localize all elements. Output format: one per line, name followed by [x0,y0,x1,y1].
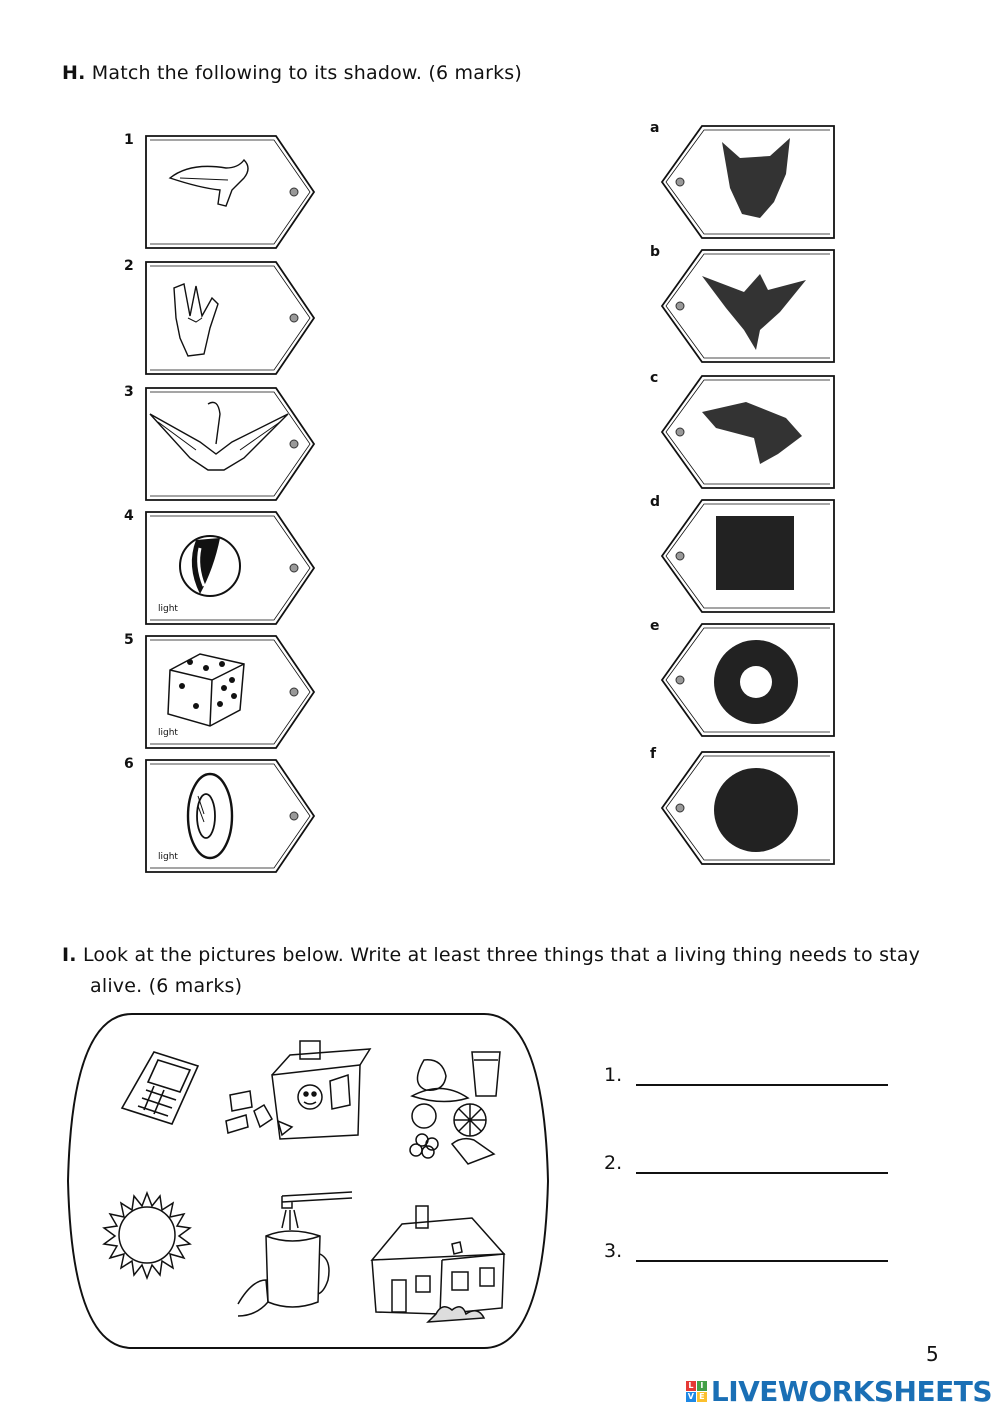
shadow-tag-f[interactable] [650,746,840,870]
answer-row-2 [604,1152,888,1174]
object-number: 5 [124,632,134,648]
circle-shadow-icon [656,748,840,870]
object-number: 6 [124,756,134,772]
object-tag-4[interactable] [124,508,320,630]
house-icon [362,1202,512,1332]
shadow-letter: c [650,370,659,386]
object-number: 3 [124,384,134,400]
shadow-tag-b[interactable] [650,244,840,368]
logo-letter-e: E [697,1392,707,1402]
flat-hand-icon [140,132,320,254]
fox-shadow-icon [656,122,840,244]
bird-hands-icon [140,384,320,506]
water-tap-icon [232,1184,362,1324]
toy-box-icon [220,1035,375,1145]
pictures-box [62,1010,554,1352]
shadow-letter: d [650,494,661,510]
shadow-letter: f [650,746,657,762]
section-i-instruction-line1: Look at the pictures below. Write at least three things that a living thing needs to stay [82,944,921,966]
answer-blank-2[interactable] [636,1152,888,1174]
brand-logo [686,1375,992,1407]
answer-label-2: 2. [604,1152,623,1174]
logo-letter-l: L [686,1381,696,1391]
shadow-letter: e [650,618,660,634]
object-tag-3[interactable] [124,384,320,506]
object-number: 2 [124,258,134,274]
object-number: 1 [124,132,134,148]
section-h-heading [62,62,522,84]
logo-letter-i: I [697,1381,707,1391]
mobile-phone-icon [114,1048,204,1128]
answer-row-1 [604,1064,888,1086]
food-icon [402,1040,512,1170]
square-shadow-icon [656,496,840,618]
logo-letter-v: V [687,1391,694,1401]
answer-label-3: 3. [604,1240,623,1262]
sun-icon [102,1190,192,1280]
bird-shadow-icon [656,246,840,368]
shadow-letter: b [650,244,661,260]
shadow-tag-e[interactable] [650,618,840,742]
answer-blank-3[interactable] [636,1240,888,1262]
section-h-letter: H. [62,62,86,84]
hand-shadow-icon [656,372,840,494]
brand-name: LIVEWORKSHEETS [710,1374,992,1408]
brand-logo-grid [686,1381,707,1402]
shadow-tag-d[interactable] [650,494,840,618]
section-i-letter: I. [62,944,77,966]
section-h-instruction: Match the following to its shadow. (6 marks) [91,62,523,84]
object-tag-1[interactable] [124,132,320,254]
object-tag-5[interactable] [124,632,320,754]
object-tag-2[interactable] [124,258,320,380]
shadow-tag-a[interactable] [650,120,840,244]
light-label: light [158,604,178,614]
light-label: light [158,728,178,738]
page-number: 5 [926,1342,939,1366]
shadow-tag-c[interactable] [650,370,840,494]
answer-label-1: 1. [604,1064,623,1086]
section-i-heading [62,940,942,1002]
answer-row-3 [604,1240,888,1262]
answer-blank-1[interactable] [636,1064,888,1086]
light-label: light [158,852,178,862]
ring-shadow-icon [656,620,840,742]
section-i-instruction-line2: alive. (6 marks) [90,975,243,997]
object-tag-6[interactable] [124,756,320,878]
hand-gesture-icon [140,258,320,380]
shadow-letter: a [650,120,660,136]
object-number: 4 [124,508,134,524]
